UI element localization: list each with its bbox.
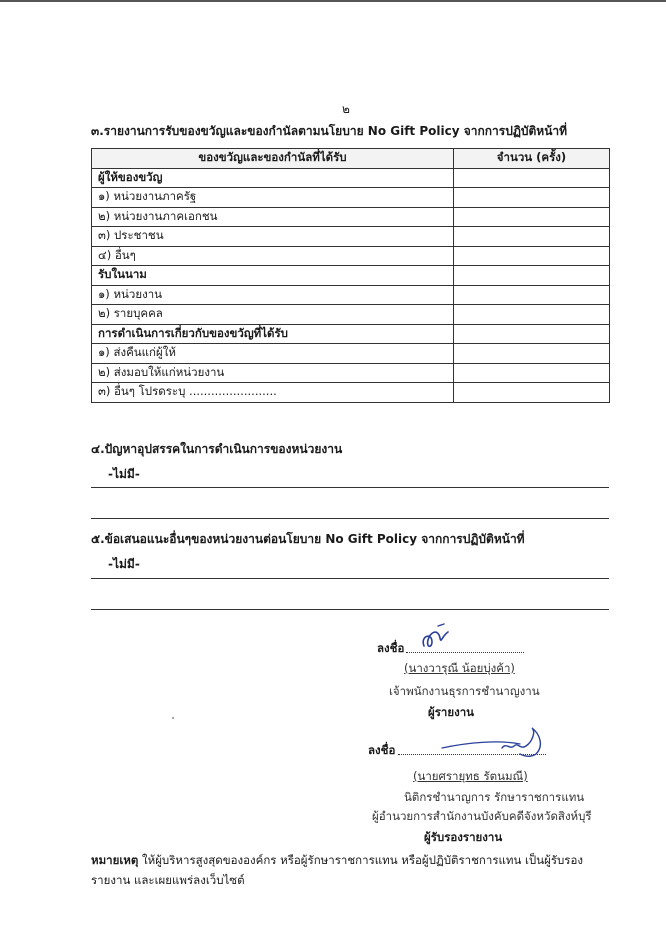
signature-1-role: ผู้รายงาน [428,705,475,719]
table-row [92,363,610,383]
table-row [92,227,610,247]
table-row [92,207,610,227]
scan-top-edge [0,0,666,2]
row-item-label: ๒) รายบุคคล [92,305,454,325]
footnote [91,850,621,890]
row-group-label: รับในนาม [92,266,454,286]
table-row [92,383,610,403]
signature-2-position-line-2: ผู้อำนวยการสำนักงานบังคับคดีจังหวัดสิงห์บุรี [372,809,592,823]
row-count-cell [454,246,610,266]
section-5-answer: -ไม่มี- [108,557,140,571]
handwritten-signature-2 [440,724,550,760]
signature-2-role: ผู้รับรองรายงาน [424,830,503,844]
signature-1-position: เจ้าพนักงานธุรการชำนาญงาน [389,684,540,698]
section-4-title: ๔.ปัญหาอุปสรรคในการดำเนินการของหน่วยงาน [91,442,343,456]
row-count-cell [454,188,610,208]
row-item-label: ๒) ส่งมอบให้แก่หน่วยงาน [92,363,454,383]
signature-2-position-line-1: นิติกรชำนาญการ รักษาราชการแทน [404,790,585,804]
row-count-cell [454,168,610,188]
answer-line [91,487,609,488]
footnote-text: ให้ผู้บริหารสูงสุดขององค์กร หรือผู้รักษาราชการแทน หรือผู้ปฏิบัติราชการแทน เป็นผู้รับรองรายงาน และเผยแพร่ลงเว็บไซต์ [91,853,584,887]
signature-1-label: ลงชื่อ [377,641,405,655]
answer-line [91,609,609,610]
row-item-label: ๓) ประชาชน [92,227,454,247]
answer-line [91,578,609,579]
table-row [92,285,610,305]
table-row [92,324,610,344]
row-item-label: ๑) หน่วยงาน [92,285,454,305]
row-count-cell [454,363,610,383]
table-row [92,246,610,266]
row-group-label: การดำเนินการเกี่ยวกับของขวัญที่ได้รับ [92,324,454,344]
table-header-row [92,149,610,169]
answer-line [91,518,609,519]
scan-speck [172,717,174,719]
table-row [92,168,610,188]
table-body [92,168,610,402]
page-number: ๒ [342,102,350,116]
table-row [92,266,610,286]
gift-report-table [91,148,610,403]
row-count-cell [454,227,610,247]
row-item-label: ๓) อื่นๆ โปรดระบุ ........................ [92,383,454,403]
row-item-label: ๑) หน่วยงานภาครัฐ [92,188,454,208]
section-3-title: ๓.รายงานการรับของขวัญและของกำนัลตามนโยบาย No Gift Policy จากการปฏิบัติหน้าที่ [91,124,568,138]
section-4-answer: -ไม่มี- [108,467,140,481]
row-count-cell [454,207,610,227]
table-row [92,344,610,364]
handwritten-signature-1 [418,622,458,654]
header-gifts-received: ของขวัญและของกำนัลที่ได้รับ [92,149,454,169]
signature-2-label: ลงชื่อ [368,743,396,757]
row-item-label: ๔) อื่นๆ [92,246,454,266]
table-row [92,188,610,208]
row-count-cell [454,344,610,364]
row-count-cell [454,383,610,403]
header-count: จำนวน (ครั้ง) [454,149,610,169]
row-count-cell [454,305,610,325]
signature-2-name: (นายศรายุทธ รัตนมณี) [413,769,528,783]
table-row [92,305,610,325]
row-count-cell [454,285,610,305]
row-group-label: ผู้ให้ของขวัญ [92,168,454,188]
row-item-label: ๒) หน่วยงานภาคเอกชน [92,207,454,227]
section-5-title: ๕.ข้อเสนอแนะอื่นๆของหน่วยงานต่อนโยบาย No Gift Policy จากการปฏิบัติหน้าที่ [91,532,525,546]
row-count-cell [454,266,610,286]
row-item-label: ๑) ส่งคืนแก่ผู้ให้ [92,344,454,364]
signature-1-name: (นางวารุณี น้อยบุ่งค้า) [404,661,515,675]
footnote-label: หมายเหตุ [91,853,139,867]
row-count-cell [454,324,610,344]
